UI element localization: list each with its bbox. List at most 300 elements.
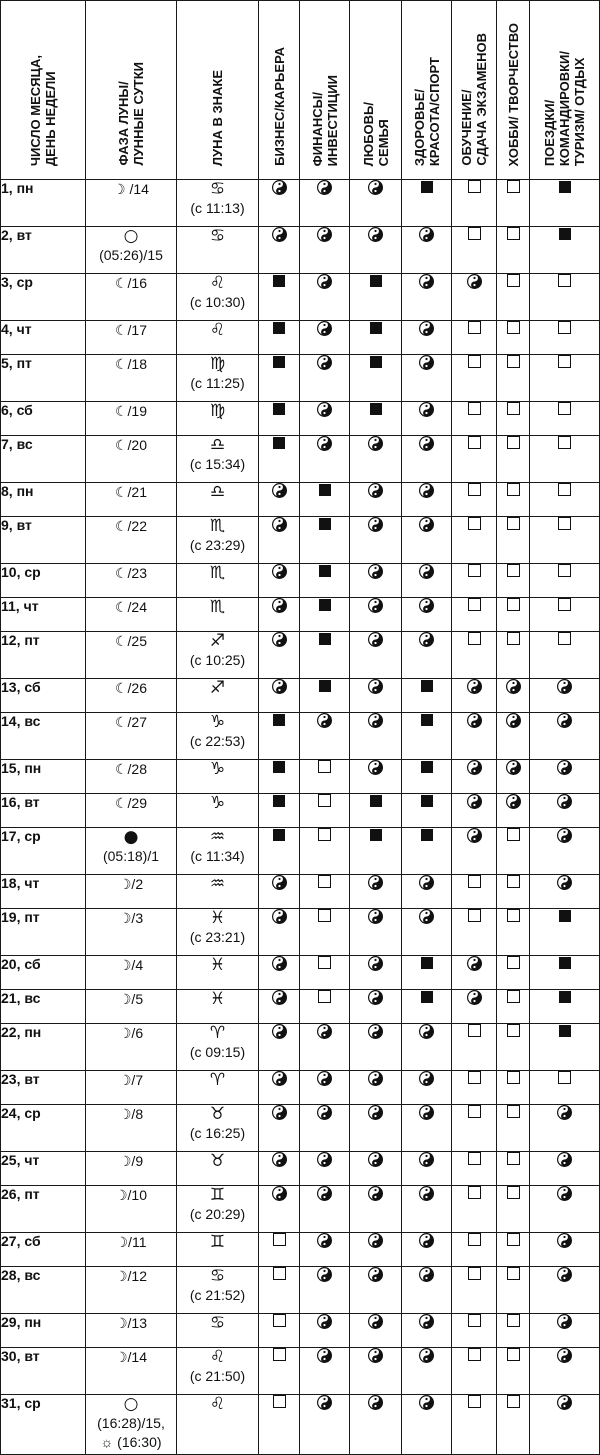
travel-mark-cell (530, 321, 600, 355)
love-mark-cell (350, 760, 402, 794)
table-row (1, 760, 600, 794)
study-mark-cell (452, 1395, 497, 1455)
yin-yang-icon (419, 402, 434, 417)
travel-mark-cell (530, 1233, 600, 1267)
study-mark-cell (452, 402, 497, 436)
filled-square-icon (370, 795, 382, 807)
yin-yang-icon (557, 1152, 572, 1167)
moon-phase-icon: ☽/4 (118, 957, 144, 973)
empty-square-icon (468, 564, 481, 577)
table-row (1, 632, 600, 679)
yin-yang-icon (368, 956, 383, 971)
yin-yang-icon (419, 1105, 434, 1120)
day-cell: 11, чт (1, 598, 86, 632)
yin-yang-icon (368, 1233, 383, 1248)
zodiac-sign-icon: ♌ (209, 273, 226, 293)
love-mark-cell (350, 956, 402, 990)
yin-yang-icon (317, 227, 332, 242)
study-mark-cell (452, 828, 497, 875)
zodiac-sign-cell (177, 794, 259, 828)
business-mark-cell (259, 321, 300, 355)
zodiac-sign-icon: ♋ (209, 226, 226, 246)
hobby-mark-cell (497, 355, 530, 402)
health-mark-cell (402, 956, 452, 990)
empty-square-icon (273, 1395, 286, 1408)
sign-since-time: (с 21:50) (189, 1368, 246, 1384)
yin-yang-icon (272, 956, 287, 971)
moon-phase-cell (86, 436, 177, 483)
day-cell: 7, вс (1, 436, 86, 483)
empty-square-icon (468, 483, 481, 496)
yin-yang-icon (419, 483, 434, 498)
health-mark-cell (402, 1186, 452, 1233)
moon-phase-cell (86, 632, 177, 679)
hobby-mark-cell (497, 632, 530, 679)
zodiac-sign-cell (177, 679, 259, 713)
empty-square-icon (468, 180, 481, 193)
moon-phase-icon: ☽/13 (114, 1315, 147, 1331)
empty-square-icon (468, 1395, 481, 1408)
yin-yang-icon (419, 274, 434, 289)
zodiac-sign-cell (177, 875, 259, 909)
moon-phase-cell (86, 355, 177, 402)
business-mark-cell (259, 483, 300, 517)
moon-phase-icon: ☾/27 (114, 714, 147, 730)
zodiac-sign-cell (177, 990, 259, 1024)
moon-phase-cell (86, 1314, 177, 1348)
health-mark-cell (402, 909, 452, 956)
zodiac-sign-icon: ♐ (209, 631, 226, 651)
yin-yang-icon (368, 1152, 383, 1167)
business-mark-cell (259, 1314, 300, 1348)
filled-square-icon (273, 437, 285, 449)
table-row (1, 1152, 600, 1186)
yin-yang-icon (368, 909, 383, 924)
love-mark-cell (350, 227, 402, 274)
zodiac-sign-cell (177, 1024, 259, 1071)
yin-yang-icon (368, 483, 383, 498)
filled-square-icon (273, 761, 285, 773)
zodiac-sign-cell (177, 828, 259, 875)
sign-since-time: (с 10:25) (189, 652, 246, 668)
yin-yang-icon (317, 1186, 332, 1201)
love-mark-cell (350, 1105, 402, 1152)
travel-mark-cell (530, 990, 600, 1024)
yin-yang-icon (272, 1071, 287, 1086)
health-mark-cell (402, 1314, 452, 1348)
moon-phase-cell (86, 828, 177, 875)
moon-phase-icon: ☾/24 (114, 599, 147, 615)
moon-phase-icon: ☽/5 (118, 991, 144, 1007)
study-mark-cell (452, 713, 497, 760)
zodiac-sign-icon: ♒ (209, 827, 226, 847)
yin-yang-icon (368, 1267, 383, 1282)
zodiac-sign-cell (177, 517, 259, 564)
yin-yang-icon (317, 1024, 332, 1039)
yin-yang-icon (506, 794, 521, 809)
hobby-mark-cell (497, 794, 530, 828)
table-row (1, 909, 600, 956)
moon-phase-icon: ☾/20 (114, 437, 147, 453)
finance-mark-cell (300, 436, 350, 483)
travel-mark-cell (530, 956, 600, 990)
day-cell: 3, ср (1, 274, 86, 321)
day-cell: 24, ср (1, 1105, 86, 1152)
empty-square-icon (507, 1024, 520, 1037)
yin-yang-icon (419, 1314, 434, 1329)
moon-phase-cell (86, 321, 177, 355)
yin-yang-icon (368, 1071, 383, 1086)
travel-mark-cell (530, 598, 600, 632)
yin-yang-icon (557, 1267, 572, 1282)
health-mark-cell (402, 274, 452, 321)
health-mark-cell (402, 321, 452, 355)
yin-yang-icon (557, 1395, 572, 1410)
moon-phase-icon: ☽/9 (118, 1153, 144, 1169)
filled-square-icon (559, 910, 571, 922)
table-row (1, 1071, 600, 1105)
yin-yang-icon (419, 1267, 434, 1282)
finance-mark-cell (300, 402, 350, 436)
empty-square-icon (507, 1186, 520, 1199)
business-mark-cell (259, 598, 300, 632)
yin-yang-icon (557, 713, 572, 728)
business-mark-cell (259, 794, 300, 828)
table-row (1, 990, 600, 1024)
business-mark-cell (259, 274, 300, 321)
zodiac-sign-cell (177, 321, 259, 355)
filled-square-icon (421, 829, 433, 841)
study-mark-cell (452, 1105, 497, 1152)
study-mark-cell (452, 180, 497, 227)
hobby-mark-cell (497, 1152, 530, 1186)
moon-phase-cell (86, 760, 177, 794)
header-phase: ФАЗА ЛУНЫ/ ЛУННЫЕ СУТКИ (86, 1, 177, 180)
zodiac-sign-icon: ♎ (209, 482, 226, 502)
zodiac-sign-icon: ♈ (209, 1070, 226, 1090)
study-mark-cell (452, 1186, 497, 1233)
yin-yang-icon (506, 760, 521, 775)
study-mark-cell (452, 1152, 497, 1186)
yin-yang-icon (419, 1233, 434, 1248)
empty-square-icon (558, 517, 571, 530)
yin-yang-icon (368, 990, 383, 1005)
health-mark-cell (402, 1071, 452, 1105)
empty-square-icon (507, 483, 520, 496)
finance-mark-cell (300, 1348, 350, 1395)
study-mark-cell (452, 909, 497, 956)
yin-yang-icon (368, 1024, 383, 1039)
zodiac-sign-icon: ♋ (209, 1313, 226, 1333)
zodiac-sign-cell (177, 1233, 259, 1267)
travel-mark-cell (530, 1105, 600, 1152)
travel-mark-cell (530, 794, 600, 828)
hobby-mark-cell (497, 436, 530, 483)
business-mark-cell (259, 1233, 300, 1267)
filled-square-icon (370, 829, 382, 841)
empty-square-icon (507, 909, 520, 922)
empty-square-icon (468, 632, 481, 645)
empty-square-icon (507, 956, 520, 969)
zodiac-sign-icon: ♏ (209, 563, 226, 583)
moon-phase-cell (86, 483, 177, 517)
finance-mark-cell (300, 828, 350, 875)
business-mark-cell (259, 517, 300, 564)
empty-square-icon (273, 1267, 286, 1280)
table-row (1, 598, 600, 632)
zodiac-sign-icon: ♏ (209, 597, 226, 617)
yin-yang-icon (557, 679, 572, 694)
business-mark-cell (259, 713, 300, 760)
moon-phase-icon: ☾/25 (114, 633, 147, 649)
zodiac-sign-icon: ♍ (209, 354, 226, 374)
yin-yang-icon (317, 274, 332, 289)
empty-square-icon (558, 355, 571, 368)
yin-yang-icon (368, 1348, 383, 1363)
study-mark-cell (452, 227, 497, 274)
header-finance: ФИНАНСЫ/ ИНВЕСТИЦИИ (300, 1, 350, 180)
day-cell: 26, пт (1, 1186, 86, 1233)
health-mark-cell (402, 1233, 452, 1267)
moon-phase-icon: ☽/14 (114, 1349, 147, 1365)
day-cell: 27, сб (1, 1233, 86, 1267)
love-mark-cell (350, 1314, 402, 1348)
travel-mark-cell (530, 828, 600, 875)
yin-yang-icon (467, 679, 482, 694)
love-mark-cell (350, 436, 402, 483)
empty-square-icon (468, 875, 481, 888)
yin-yang-icon (419, 1395, 434, 1410)
business-mark-cell (259, 990, 300, 1024)
day-cell: 16, вт (1, 794, 86, 828)
study-mark-cell (452, 483, 497, 517)
empty-square-icon (507, 1233, 520, 1246)
love-mark-cell (350, 794, 402, 828)
business-mark-cell (259, 956, 300, 990)
filled-square-icon (273, 356, 285, 368)
filled-square-icon (370, 275, 382, 287)
empty-square-icon (558, 1071, 571, 1084)
zodiac-sign-icon: ♈ (209, 1023, 226, 1043)
zodiac-sign-cell (177, 564, 259, 598)
health-mark-cell (402, 990, 452, 1024)
empty-square-icon (507, 1314, 520, 1327)
filled-square-icon (421, 680, 433, 692)
header-business: БИЗНЕС/КАРЬЕРА (259, 1, 300, 180)
zodiac-sign-icon: ♒ (209, 874, 226, 894)
health-mark-cell (402, 517, 452, 564)
finance-mark-cell (300, 1024, 350, 1071)
travel-mark-cell (530, 713, 600, 760)
moon-phase-cell (86, 909, 177, 956)
moon-phase-cell (86, 1105, 177, 1152)
study-mark-cell (452, 760, 497, 794)
study-mark-cell (452, 956, 497, 990)
finance-mark-cell (300, 274, 350, 321)
empty-square-icon (318, 956, 331, 969)
zodiac-sign-cell (177, 436, 259, 483)
moon-phase-icon: ☽/11 (115, 1234, 147, 1250)
yin-yang-icon (506, 679, 521, 694)
yin-yang-icon (419, 1071, 434, 1086)
study-mark-cell (452, 875, 497, 909)
study-mark-cell (452, 1233, 497, 1267)
finance-mark-cell (300, 355, 350, 402)
hobby-mark-cell (497, 227, 530, 274)
table-row (1, 1395, 600, 1455)
day-cell: 9, вт (1, 517, 86, 564)
study-mark-cell (452, 564, 497, 598)
business-mark-cell (259, 1267, 300, 1314)
empty-square-icon (507, 402, 520, 415)
empty-square-icon (468, 909, 481, 922)
moon-phase-cell (86, 794, 177, 828)
filled-square-icon (421, 761, 433, 773)
yin-yang-icon (557, 1348, 572, 1363)
moon-phase-cell (86, 274, 177, 321)
yin-yang-icon (272, 875, 287, 890)
moon-phase-text: (16:28)/15, (97, 1415, 165, 1431)
moon-phase-icon: ☽/3 (118, 910, 144, 926)
finance-mark-cell (300, 1267, 350, 1314)
filled-square-icon (421, 181, 433, 193)
empty-square-icon (468, 402, 481, 415)
day-cell: 30, вт (1, 1348, 86, 1395)
table-row (1, 1024, 600, 1071)
zodiac-sign-cell (177, 1395, 259, 1455)
love-mark-cell (350, 1233, 402, 1267)
travel-mark-cell (530, 483, 600, 517)
filled-square-icon (370, 356, 382, 368)
empty-square-icon (273, 1233, 286, 1246)
finance-mark-cell (300, 1152, 350, 1186)
hobby-mark-cell (497, 956, 530, 990)
yin-yang-icon (317, 436, 332, 451)
finance-mark-cell (300, 180, 350, 227)
empty-square-icon (273, 1348, 286, 1361)
moon-phase-icon: ☾/16 (114, 275, 147, 291)
yin-yang-icon (557, 1233, 572, 1248)
zodiac-sign-icon: ♑ (209, 793, 226, 813)
finance-mark-cell (300, 679, 350, 713)
table-row (1, 1186, 600, 1233)
love-mark-cell (350, 402, 402, 436)
hobby-mark-cell (497, 679, 530, 713)
yin-yang-icon (467, 760, 482, 775)
health-mark-cell (402, 180, 452, 227)
hobby-mark-cell (497, 402, 530, 436)
hobby-mark-cell (497, 1024, 530, 1071)
empty-square-icon (507, 1267, 520, 1280)
day-cell: 29, пн (1, 1314, 86, 1348)
travel-mark-cell (530, 227, 600, 274)
yin-yang-icon (317, 321, 332, 336)
empty-square-icon (507, 321, 520, 334)
love-mark-cell (350, 1395, 402, 1455)
filled-square-icon (319, 633, 331, 645)
finance-mark-cell (300, 517, 350, 564)
finance-mark-cell (300, 632, 350, 679)
yin-yang-icon (419, 517, 434, 532)
moon-phase-icon: ○ (123, 226, 139, 246)
table-row (1, 1267, 600, 1314)
moon-phase-icon: ☾/19 (114, 403, 147, 419)
study-mark-cell (452, 679, 497, 713)
study-mark-cell (452, 632, 497, 679)
filled-square-icon (559, 1025, 571, 1037)
yin-yang-icon (272, 909, 287, 924)
hobby-mark-cell (497, 828, 530, 875)
finance-mark-cell (300, 564, 350, 598)
business-mark-cell (259, 909, 300, 956)
empty-square-icon (318, 760, 331, 773)
business-mark-cell (259, 436, 300, 483)
yin-yang-icon (272, 1186, 287, 1201)
yin-yang-icon (368, 875, 383, 890)
yin-yang-icon (317, 1071, 332, 1086)
love-mark-cell (350, 1024, 402, 1071)
hobby-mark-cell (497, 760, 530, 794)
health-mark-cell (402, 1152, 452, 1186)
yin-yang-icon (419, 1152, 434, 1167)
zodiac-sign-cell (177, 1314, 259, 1348)
zodiac-sign-icon: ♓ (209, 908, 226, 928)
filled-square-icon (559, 181, 571, 193)
empty-square-icon (507, 1395, 520, 1408)
moon-phase-cell (86, 402, 177, 436)
yin-yang-icon (419, 909, 434, 924)
business-mark-cell (259, 1395, 300, 1455)
zodiac-sign-icon: ♋ (209, 179, 226, 199)
travel-mark-cell (530, 1152, 600, 1186)
yin-yang-icon (419, 875, 434, 890)
health-mark-cell (402, 1395, 452, 1455)
moon-phase-cell (86, 713, 177, 760)
moon-phase-cell (86, 180, 177, 227)
yin-yang-icon (467, 713, 482, 728)
finance-mark-cell (300, 909, 350, 956)
finance-mark-cell (300, 1314, 350, 1348)
zodiac-sign-icon: ♊ (209, 1232, 226, 1252)
love-mark-cell (350, 564, 402, 598)
health-mark-cell (402, 760, 452, 794)
moon-phase-cell (86, 990, 177, 1024)
empty-square-icon (318, 909, 331, 922)
study-mark-cell (452, 274, 497, 321)
moon-phase-text: ☼ (16:30) (100, 1434, 162, 1450)
day-cell: 10, ср (1, 564, 86, 598)
zodiac-sign-cell (177, 227, 259, 274)
filled-square-icon (421, 714, 433, 726)
empty-square-icon (468, 1071, 481, 1084)
table-row (1, 564, 600, 598)
finance-mark-cell (300, 1071, 350, 1105)
empty-square-icon (507, 632, 520, 645)
moon-phase-icon: ☽/12 (114, 1268, 147, 1284)
sign-since-time: (с 20:29) (189, 1206, 246, 1222)
filled-square-icon (273, 714, 285, 726)
moon-phase-cell (86, 1233, 177, 1267)
yin-yang-icon (272, 1105, 287, 1120)
zodiac-sign-icon: ♐ (209, 678, 226, 698)
empty-square-icon (468, 436, 481, 449)
travel-mark-cell (530, 1348, 600, 1395)
empty-square-icon (468, 1348, 481, 1361)
yin-yang-icon (557, 1186, 572, 1201)
zodiac-sign-icon: ♓ (209, 955, 226, 975)
filled-square-icon (421, 957, 433, 969)
empty-square-icon (273, 1314, 286, 1327)
